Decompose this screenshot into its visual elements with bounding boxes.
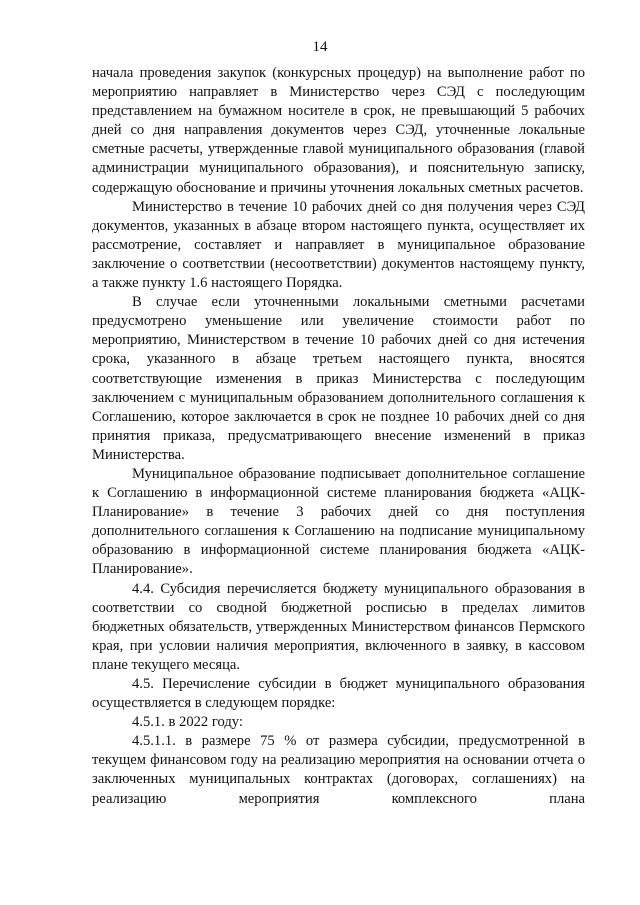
paragraph-ministry-review: Министерство в течение 10 рабочих дней со дня получения через СЭД документов, указанных в абзаце втором настоящего пункта, осуществляет их рассмотрение, составляет и направляет в муниципальное образование заключение о соответствии (несоответствии) документов настоящему пункту, а также пункту 1.6 настоящего Порядка.	[92, 198, 585, 292]
paragraph-continuation: начала проведения закупок (конкурсных процедур) на выполнение работ по мероприятию направляет в Министерство через СЭД с последующим представлением на бумажном носителе в срок, не превышающий 5 рабочих дней со дня направления документов через СЭД, уточненные локальные сметные расчеты, утвержденные главой муниципального образования (главой администрации муниципального образования), и пояснительную записку, содержащую обоснование и причины уточнения локальных сметных расчетов.	[92, 65, 585, 196]
paragraph-4-5: 4.5. Перечисление субсидии в бюджет муниципального образования осуществляется в следующем порядке:	[92, 676, 585, 712]
paragraph-estimate-changes: В случае если уточненными локальными сметными расчетами предусмотрено уменьшение или увеличение стоимости работ по мероприятию, Министерством в течение 10 рабочих дней со дня истечения срока, указанного в абзаце третьем настоящего пункта, вносятся соответствующие изменения в приказ Министерства с последующим заключением с муниципальным образованием дополнительного соглашения к Соглашению, которое заключается в срок не позднее 10 рабочих дней со дня принятия приказа, предусматривающего внесение изменений в приказ Министерства.	[92, 294, 585, 463]
paragraph-4-5-1-1: 4.5.1.1. в размере 75 % от размера субсидии, предусмотренной в текущем финансовом году на реализацию мероприятия на основании отчета о заключенных муниципальных контрактах (договорах, соглашениях) на реализацию мероприятия комплексного плана	[92, 733, 585, 807]
paragraph-4-4: 4.4. Субсидия перечисляется бюджету муниципального образования в соответствии со сводной бюджетной росписью в пределах лимитов бюджетных обязательств, утвержденных Министерством финансов Пермского края, при условии наличия мероприятия, включенного в заявку, в кассовом плане текущего месяца.	[92, 580, 585, 673]
document-body	[92, 64, 585, 809]
paragraph-4-5-1: 4.5.1. в 2022 году:	[132, 714, 243, 731]
page-number: 14	[312, 39, 328, 55]
paragraph-additional-agreement: Муниципальное образование подписывает дополнительное соглашение к Соглашению в информационной системе планирования бюджета «АЦК-Планирование» в течение 3 рабочих дней со дня поступления дополнительного соглашения к Соглашению на подписание муниципальному образованию в информационной системе планирования бюджета «АЦК-Планирование».	[92, 465, 585, 578]
